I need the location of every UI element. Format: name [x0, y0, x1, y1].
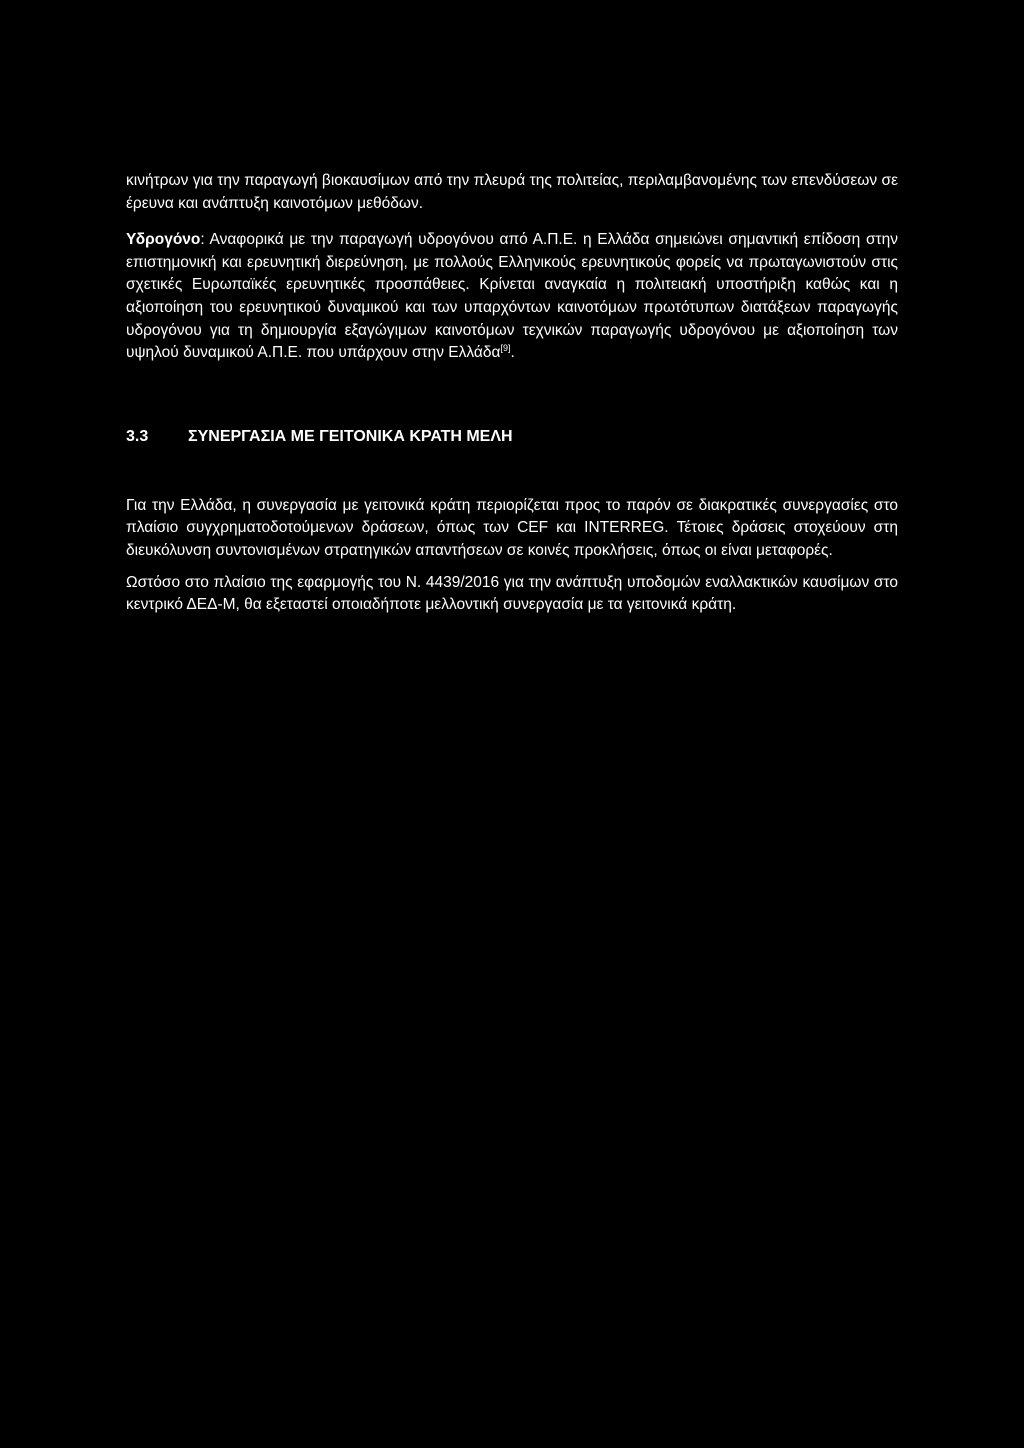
- section-number: 3.3: [126, 427, 149, 445]
- paragraph-law: Ωστόσο στο πλαίσιο της εφαρμογής του Ν. 4439/2016 για την ανάπτυξη υποδομών εναλλακτικών καυσίμων στο κεντρικό ΔΕΔ-Μ, θα εξεταστεί οποιαδήποτε μελλοντική συνεργασία με τα γειτονικά κράτη.: [126, 573, 898, 614]
- document-page: [126, 170, 898, 617]
- section-heading: [126, 426, 898, 448]
- section-title: ΣΥΝΕΡΓΑΣΙΑ ΜΕ ΓΕΙΤΟΝΙΚΑ ΚΡΑΤΗ ΜΕΛΗ: [188, 427, 513, 445]
- hydrogen-label: Υδρογόνο: [126, 231, 201, 249]
- paragraph-hydrogen: [126, 229, 898, 365]
- paragraph-biofuels-continuation: κινήτρων για την παραγωγή βιοκαυσίμων από την πλευρά της πολιτείας, περιλαμβανομένης των επενδύσεων σε έρευνα και ανάπτυξη καινοτόμων μεθόδων.: [126, 172, 898, 212]
- hydrogen-text: : Αναφορικά με την παραγωγή υδρογόνου από Α.Π.Ε. η Ελλάδα σημειώνει σημαντική επίδοση στην επιστημονική και ερευνητική διερεύνηση, με πολλούς Ελληνικούς ερευνητικούς φορείς να πρωταγωνιστούν στις σχετικές Ευρωπαϊκές ερευνητικές προσπάθειες. Κρίνεται αναγκαία η πολιτειακή υποστήριξη καθώς και η αξιοποίηση του ερευνητικού δυναμικού και των υπαρχόντων καινοτόμων πρωτότυπων διατάξεων παραγωγής υδρογόνου για τη δημιουργία εξαγώγιμων καινοτόμων τεχνικών παραγωγής υδρογόνου με αξιοποίηση των υψηλού δυναμικού Α.Π.Ε. που υπάρχουν στην Ελλάδα: [126, 231, 898, 362]
- paragraph-cooperation: Για την Ελλάδα, η συνεργασία με γειτονικά κράτη περιορίζεται προς το παρόν σε διακρατικές συνεργασίες στο πλαίσιο συγχρηματοδοτούμενων δράσεων, όπως των CEF και INTERREG. Τέτοιες δράσεις στοχεύουν στη διευκόλυνση συντονισμένων στρατηγικών απαντήσεων σε κοινές προκλήσεις, όπως οι είναι μεταφορές.: [126, 496, 898, 559]
- reference-marker: [9]: [500, 343, 511, 354]
- hydrogen-end: .: [510, 344, 515, 362]
